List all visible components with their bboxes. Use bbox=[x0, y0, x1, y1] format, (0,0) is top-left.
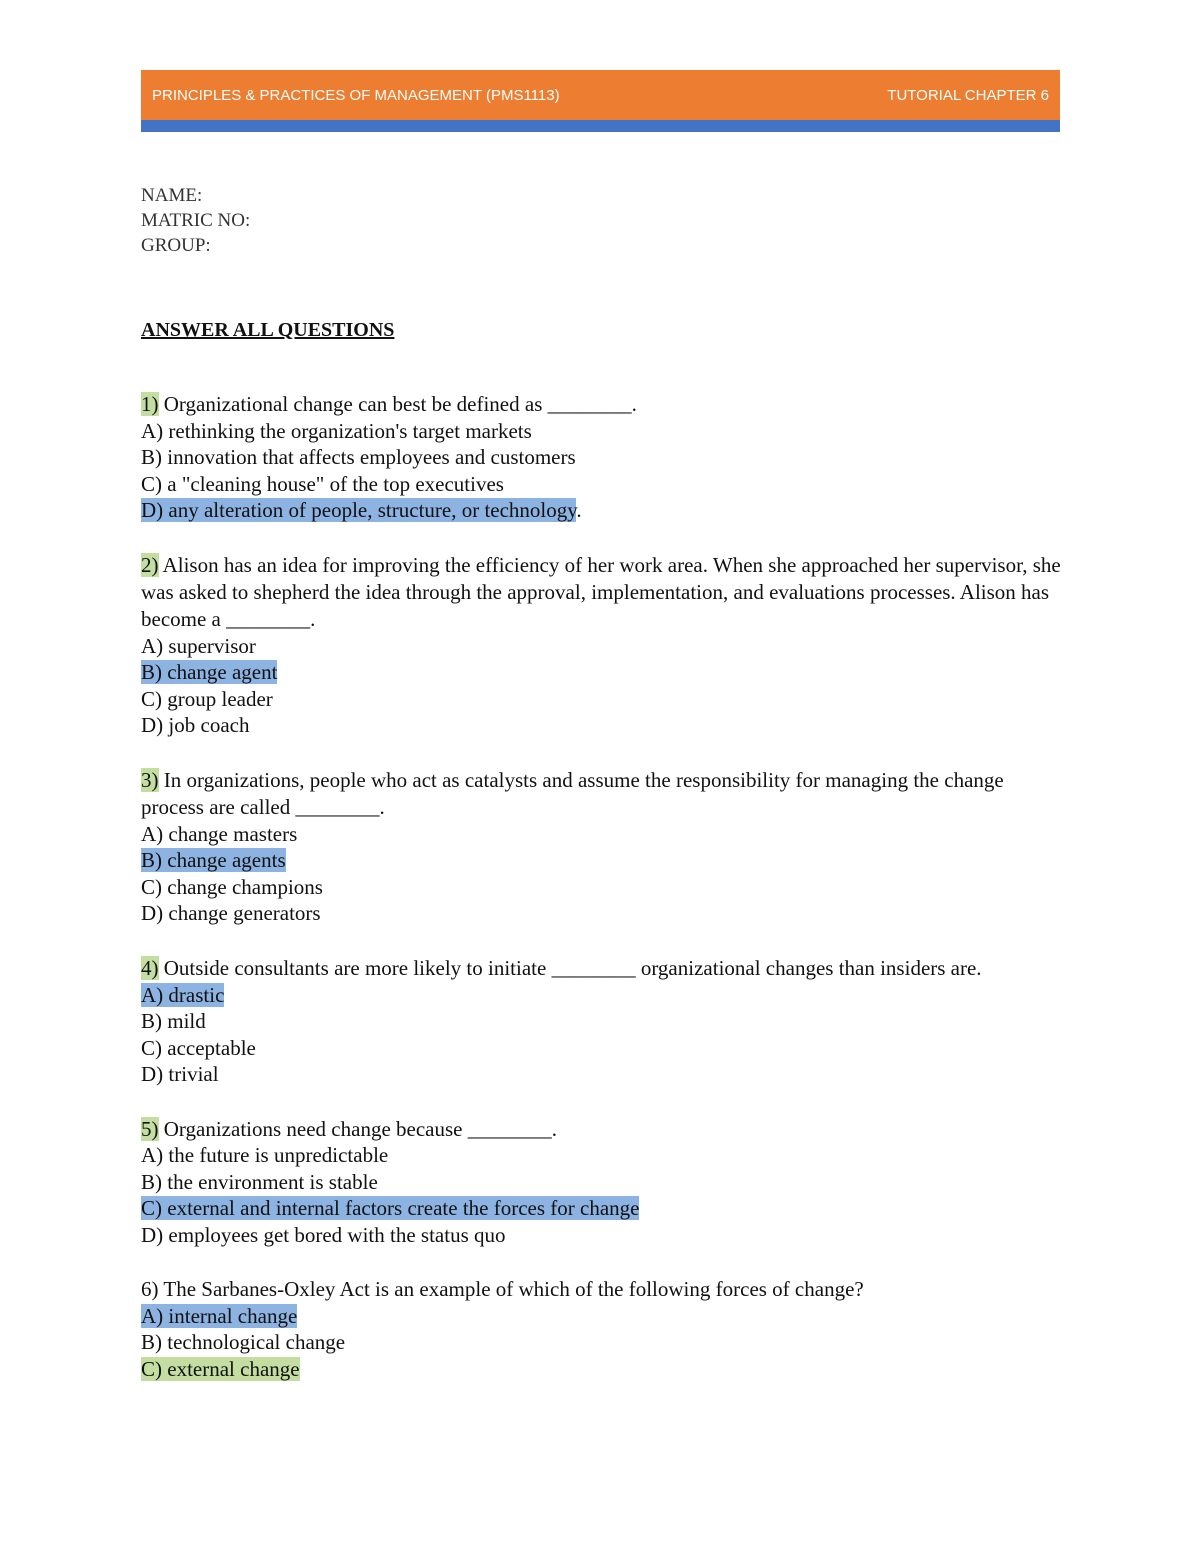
option-b bbox=[141, 1329, 1061, 1356]
question-3 bbox=[141, 767, 1061, 927]
question-number: 3) bbox=[141, 767, 159, 792]
question-2 bbox=[141, 552, 1061, 739]
option-label: B) mild bbox=[141, 1009, 206, 1033]
option-label: D) trivial bbox=[141, 1062, 219, 1086]
option-label: B) technological change bbox=[141, 1330, 346, 1354]
option-c bbox=[141, 686, 1061, 713]
document-body bbox=[141, 183, 1061, 1382]
answer-highlight: A) internal change bbox=[141, 1303, 298, 1328]
option-label: D) employees get bored with the status quo bbox=[141, 1222, 506, 1247]
option-a bbox=[141, 1142, 1061, 1169]
option-label: C) acceptable bbox=[141, 1035, 256, 1060]
answer-highlight: A) drastic bbox=[141, 982, 225, 1007]
option-suffix: . bbox=[576, 498, 582, 522]
option-c bbox=[141, 874, 1061, 901]
option-label: B) innovation that affects employees and customers bbox=[141, 445, 576, 469]
header-strip bbox=[141, 120, 1060, 132]
option-b bbox=[141, 1169, 1061, 1196]
option-c bbox=[141, 1035, 1061, 1062]
matric-label: MATRIC NO: bbox=[141, 210, 251, 231]
option-b bbox=[141, 659, 1061, 686]
answer-highlight: B) change agent bbox=[141, 660, 278, 684]
option-a bbox=[141, 1303, 1061, 1330]
option-a bbox=[141, 821, 1061, 848]
option-a bbox=[141, 982, 1061, 1009]
option-c bbox=[141, 1356, 1061, 1383]
option-d bbox=[141, 497, 1061, 524]
option-d bbox=[141, 900, 1061, 927]
question-number: 5) bbox=[141, 1116, 159, 1141]
question-stem bbox=[141, 552, 1061, 633]
option-label: D) job coach bbox=[141, 713, 250, 737]
question-text: Organizations need change because ________. bbox=[158, 1116, 557, 1141]
course-title: PRINCIPLES & PRACTICES OF MANAGEMENT (PMS1113) bbox=[152, 87, 560, 104]
question-stem bbox=[141, 1276, 1061, 1303]
answer-highlight: C) external and internal factors create the forces for change bbox=[141, 1196, 640, 1220]
option-b bbox=[141, 1008, 1061, 1035]
option-a bbox=[141, 418, 1061, 445]
question-number: 2) bbox=[141, 552, 159, 577]
chapter-title: TUTORIAL CHAPTER 6 bbox=[887, 87, 1049, 104]
group-label: GROUP: bbox=[141, 235, 211, 256]
option-label: C) group leader bbox=[141, 686, 273, 711]
question-6 bbox=[141, 1276, 1061, 1382]
option-label: B) the environment is stable bbox=[141, 1169, 378, 1194]
option-b bbox=[141, 444, 1061, 471]
option-label: A) the future is unpredictable bbox=[141, 1143, 389, 1167]
option-label: C) change champions bbox=[141, 874, 323, 899]
question-text: The Sarbanes-Oxley Act is an example of which of the following forces of change? bbox=[158, 1277, 864, 1301]
question-text: Outside consultants are more likely to initiate ________ organizational changes than insiders are. bbox=[158, 955, 982, 980]
question-stem bbox=[141, 767, 1061, 821]
option-b bbox=[141, 847, 1061, 874]
option-d bbox=[141, 1061, 1061, 1088]
option-label: A) change masters bbox=[141, 821, 298, 846]
option-label: C) a "cleaning house" of the top executives bbox=[141, 471, 504, 496]
question-text: Alison has an idea for improving the efficiency of her work area. When she approached her supervisor, she was asked to shepherd the idea through the approval, implementation, and evaluations processes. Alison has become a ________. bbox=[141, 552, 1061, 631]
question-stem bbox=[141, 391, 1061, 418]
question-stem bbox=[141, 1116, 1061, 1143]
answer-highlight: B) change agents bbox=[141, 848, 286, 872]
option-c bbox=[141, 1195, 1061, 1222]
question-number: 4) bbox=[141, 955, 159, 980]
option-label: D) change generators bbox=[141, 901, 321, 925]
instruction-heading: ANSWER ALL QUESTIONS bbox=[141, 319, 395, 341]
question-5 bbox=[141, 1116, 1061, 1249]
question-number: 6) bbox=[141, 1277, 159, 1301]
option-d bbox=[141, 1222, 1061, 1249]
question-4 bbox=[141, 955, 1061, 1088]
question-stem bbox=[141, 955, 1061, 982]
option-d bbox=[141, 712, 1061, 739]
option-c bbox=[141, 471, 1061, 498]
question-text: Organizational change can best be defined as ________. bbox=[158, 392, 637, 416]
question-1 bbox=[141, 391, 1061, 524]
answer-highlight: D) any alteration of people, structure, or technology bbox=[141, 498, 577, 522]
question-text: In organizations, people who act as catalysts and assume the responsibility for managing the change process are called ________. bbox=[141, 767, 1004, 819]
answer-highlight: C) external change bbox=[141, 1356, 300, 1381]
option-a bbox=[141, 633, 1061, 660]
option-label: A) supervisor bbox=[141, 633, 256, 658]
option-label: A) rethinking the organization's target markets bbox=[141, 418, 532, 443]
name-label: NAME: bbox=[141, 185, 203, 206]
question-number: 1) bbox=[141, 392, 159, 416]
student-info bbox=[141, 183, 1061, 258]
